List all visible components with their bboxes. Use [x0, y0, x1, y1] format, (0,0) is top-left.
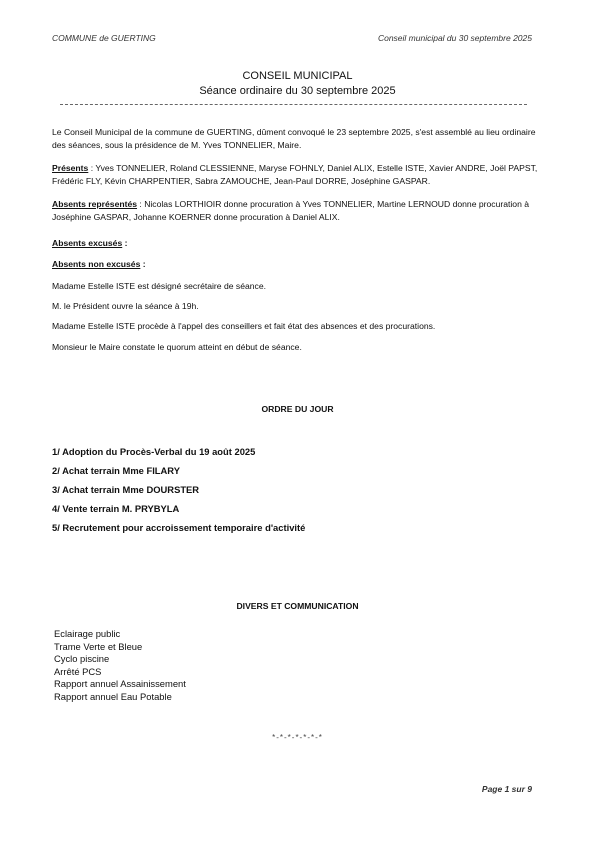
- represented-paragraph: [52, 198, 542, 223]
- unexcused-text: :: [140, 259, 146, 269]
- section-separator: *-*-*-*-*-*-*: [272, 733, 323, 742]
- excused-text: :: [122, 238, 128, 248]
- intro-paragraph: Le Conseil Municipal de la commune de GUERTING, dûment convoqué le 23 septembre 2025, s'est assemblé au lieu ordinaire des séances, sous la présidence de M. Yves TONNELIER, Maire.: [52, 127, 536, 150]
- page-subtitle: Séance ordinaire du 30 septembre 2025: [199, 85, 396, 97]
- page-number: Page 1 sur 9: [481, 784, 532, 794]
- represented-text: : Nicolas LORTHIOIR donne procuration à Yves TONNELIER, Martine LERNOUD donne procuration à Joséphine GASPAR, Johanne KOERNER donne procuration à Daniel ALIX.: [52, 199, 530, 222]
- rollcall-line: Madame Estelle ISTE procède à l'appel des conseillers et fait état des absences et des procurations.: [52, 321, 436, 331]
- divers-item: Arrêté PCS: [54, 665, 102, 677]
- header-commune: COMMUNE de GUERTING: [52, 33, 156, 43]
- divers-item: Trame Verte et Bleue: [54, 640, 143, 652]
- divers-item: Cyclo piscine: [54, 653, 110, 665]
- divers-item: Eclairage public: [54, 628, 121, 639]
- excused-label: Absents excusés: [52, 238, 123, 248]
- divers-item: Rapport annuel Eau Potable: [54, 690, 172, 702]
- title-divider: [60, 104, 527, 105]
- unexcused-paragraph: [52, 258, 542, 271]
- presents-paragraph: [52, 162, 542, 187]
- presents-label: Présents: [52, 163, 89, 173]
- divers-heading: DIVERS ET COMMUNICATION: [236, 601, 359, 611]
- agenda-item: 3/ Achat terrain Mme DOURSTER: [52, 484, 200, 495]
- secretary-line: Madame Estelle ISTE est désigné secrétaire de séance.: [52, 281, 267, 291]
- divers-item: Rapport annuel Assainissement: [54, 678, 186, 690]
- presents-text: : Yves TONNELIER, Roland CLESSIENNE, Maryse FOHNLY, Daniel ALIX, Estelle ISTE, Xavier ANDRE, Joël PAPST, Frédéric FLY, Kévin CHARPENTIER, Sabra ZAMOUCHE, Jean-Paul DORRE, Joséphine GASPAR.: [52, 163, 538, 186]
- header-session: Conseil municipal du 30 septembre 2025: [377, 33, 532, 43]
- quorum-line: Monsieur le Maire constate le quorum atteint en début de séance.: [52, 342, 302, 352]
- agenda-item: 2/ Achat terrain Mme FILARY: [52, 465, 180, 476]
- agenda-list: [52, 442, 542, 537]
- agenda-item: 4/ Vente terrain M. PRYBYLA: [52, 503, 180, 514]
- agenda-heading: ORDRE DU JOUR: [261, 404, 334, 414]
- unexcused-label: Absents non excusés: [52, 259, 141, 269]
- agenda-item: 5/ Recrutement pour accroissement temporaire d'activité: [52, 522, 306, 533]
- excused-paragraph: [52, 237, 542, 250]
- page-title: CONSEIL MUNICIPAL: [242, 70, 353, 82]
- agenda-item: 1/ Adoption du Procès-Verbal du 19 août 2025: [52, 446, 256, 457]
- represented-label: Absents représentés: [52, 199, 138, 209]
- opening-line: M. le Président ouvre la séance à 19h.: [52, 301, 199, 311]
- divers-list: [54, 628, 186, 704]
